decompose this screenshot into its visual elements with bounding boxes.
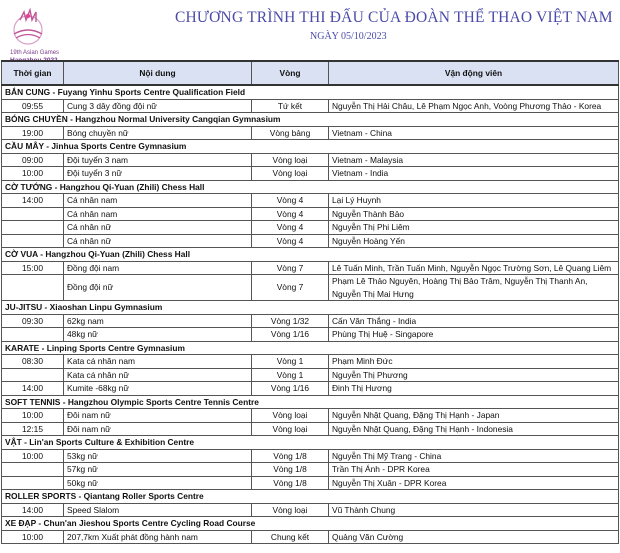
athletes-cell: Phạm Minh Đức (329, 355, 619, 369)
page-title: CHƯƠNG TRÌNH THI ĐẤU CỦA ĐOÀN THỂ THAO VIỆT NAM (175, 9, 613, 26)
time-cell (2, 476, 64, 490)
athletes-cell: Cấn Văn Thắng - India (329, 314, 619, 328)
time-cell: 10:00 (2, 409, 64, 423)
section-header-row (2, 113, 619, 127)
section-title: BẮN CUNG - Fuyang Yinhu Sports Centre Qualification Field (2, 85, 619, 99)
round-cell: Tứ kết (252, 99, 329, 113)
section-header-row (2, 517, 619, 531)
round-cell: Vòng bảng (252, 126, 329, 140)
table-row (2, 207, 619, 221)
round-cell: Vòng 1/8 (252, 463, 329, 477)
event-cell: Cá nhân nữ (64, 221, 252, 235)
section-header-row (2, 180, 619, 194)
round-cell: Vòng 1/32 (252, 314, 329, 328)
section-header-row (2, 248, 619, 262)
round-cell: Vòng 4 (252, 234, 329, 248)
time-cell: 12:15 (2, 422, 64, 436)
section-title: VẬT - Lin'an Sports Culture & Exhibition Centre (2, 436, 619, 450)
round-cell: Chung kết (252, 530, 329, 544)
table-row (2, 261, 619, 275)
time-cell: 09:30 (2, 314, 64, 328)
athletes-cell: Nguyễn Thị Xuân - DPR Korea (329, 476, 619, 490)
section-title: CỜ VUA - Hangzhou Qi-Yuan (Zhili) Chess Hall (2, 248, 619, 262)
table-row (2, 476, 619, 490)
round-cell: Vòng 7 (252, 275, 329, 301)
athletes-cell: Nguyễn Nhật Quang, Đặng Thị Hạnh - Japan (329, 409, 619, 423)
round-cell: Vòng loại (252, 409, 329, 423)
table-row (2, 355, 619, 369)
table-row (2, 328, 619, 342)
table-row (2, 530, 619, 544)
table-row (2, 275, 619, 301)
event-cell: Đồng đội nam (64, 261, 252, 275)
schedule-table (1, 60, 619, 544)
athletes-cell: Lê Tuấn Minh, Trần Tuấn Minh, Nguyễn Ngọc Trường Sơn, Lê Quang Liêm (329, 261, 619, 275)
event-cell: 57kg nữ (64, 463, 252, 477)
table-row (2, 368, 619, 382)
table-row (2, 234, 619, 248)
asian-games-logo (6, 6, 58, 64)
section-header-row (2, 140, 619, 154)
athletes-cell: Nguyễn Thị Phương (329, 368, 619, 382)
table-row (2, 463, 619, 477)
section-title: SOFT TENNIS - Hangzhou Olympic Sports Centre Tennis Centre (2, 395, 619, 409)
event-cell: Speed Slalom (64, 503, 252, 517)
time-cell: 10:00 (2, 449, 64, 463)
section-header-row (2, 490, 619, 504)
event-cell: 207,7km Xuất phát đồng hành nam (64, 530, 252, 544)
athletes-cell: Nguyễn Thị Mỹ Trang - China (329, 449, 619, 463)
section-title: CẦU MÂY - Jinhua Sports Centre Gymnasium (2, 140, 619, 154)
table-row (2, 167, 619, 181)
time-cell: 14:00 (2, 382, 64, 396)
table-row (2, 194, 619, 208)
event-cell: Cá nhân nam (64, 207, 252, 221)
time-cell: 10:00 (2, 530, 64, 544)
table-row (2, 449, 619, 463)
time-cell (2, 221, 64, 235)
time-cell: 09:00 (2, 153, 64, 167)
event-cell: Đội tuyển 3 nữ (64, 167, 252, 181)
event-cell: Bóng chuyền nữ (64, 126, 252, 140)
event-cell: Cung 3 dây đồng đội nữ (64, 99, 252, 113)
round-cell: Vòng 1 (252, 368, 329, 382)
time-cell: 14:00 (2, 194, 64, 208)
event-cell: Kata cá nhân nữ (64, 368, 252, 382)
time-cell: 19:00 (2, 126, 64, 140)
athletes-cell: Quảng Văn Cường (329, 530, 619, 544)
section-header-row (2, 85, 619, 99)
athletes-cell: Đinh Thị Hương (329, 382, 619, 396)
section-header-row (2, 395, 619, 409)
round-cell: Vòng loại (252, 167, 329, 181)
page-date: NGÀY 05/10/2023 (310, 31, 387, 42)
athletes-cell: Nguyễn Thị Phi Liêm (329, 221, 619, 235)
section-header-row (2, 341, 619, 355)
round-cell: Vòng loại (252, 503, 329, 517)
round-cell: Vòng 4 (252, 221, 329, 235)
time-cell (2, 234, 64, 248)
time-cell (2, 368, 64, 382)
table-row (2, 409, 619, 423)
section-header-row (2, 436, 619, 450)
section-header-row (2, 301, 619, 315)
section-title: XE ĐẠP - Chun'an Jieshou Sports Centre Cycling Road Course (2, 517, 619, 531)
round-cell: Vòng 1/16 (252, 382, 329, 396)
table-row (2, 382, 619, 396)
athletes-cell: Nguyễn Thành Bảo (329, 207, 619, 221)
event-cell: 50kg nữ (64, 476, 252, 490)
hangzhou-emblem-icon (6, 6, 58, 50)
athletes-cell: Nguyễn Thị Hải Châu, Lê Phạm Ngọc Anh, Voòng Phương Thảo - Korea (329, 99, 619, 113)
athletes-cell: Vietnam - India (329, 167, 619, 181)
time-cell: 10:00 (2, 167, 64, 181)
section-title: KARATE - Linping Sports Centre Gymnasium (2, 341, 619, 355)
table-row (2, 99, 619, 113)
header-round: Vòng (252, 61, 329, 85)
section-title: ROLLER SPORTS - Qiantang Roller Sports Centre (2, 490, 619, 504)
athletes-cell: Vietnam - China (329, 126, 619, 140)
athletes-cell: Lại Lý Huynh (329, 194, 619, 208)
logo-games-label: 19th Asian Games (10, 50, 60, 56)
time-cell (2, 463, 64, 477)
table-row (2, 153, 619, 167)
event-cell: 62kg nam (64, 314, 252, 328)
table-row (2, 126, 619, 140)
event-cell: 53kg nữ (64, 449, 252, 463)
time-cell: 15:00 (2, 261, 64, 275)
table-row (2, 503, 619, 517)
event-cell: Đồng đội nữ (64, 275, 252, 301)
schedule-body (2, 85, 619, 544)
athletes-cell: Vietnam - Malaysia (329, 153, 619, 167)
time-cell (2, 275, 64, 301)
event-cell: Đôi nam nữ (64, 409, 252, 423)
table-header-row (2, 61, 619, 85)
header-event: Nội dung (64, 61, 252, 85)
event-cell: Cá nhân nữ (64, 234, 252, 248)
section-title: JU-JITSU - Xiaoshan Linpu Gymnasium (2, 301, 619, 315)
round-cell: Vòng loại (252, 422, 329, 436)
event-cell: Đội tuyển 3 nam (64, 153, 252, 167)
event-cell: Đôi nam nữ (64, 422, 252, 436)
table-row (2, 314, 619, 328)
table-row (2, 422, 619, 436)
round-cell: Vòng 4 (252, 194, 329, 208)
section-title: BÓNG CHUYỀN - Hangzhou Normal University Cangqian Gymnasium (2, 113, 619, 127)
event-cell: Cá nhân nam (64, 194, 252, 208)
round-cell: Vòng 4 (252, 207, 329, 221)
time-cell: 08:30 (2, 355, 64, 369)
time-cell: 14:00 (2, 503, 64, 517)
athletes-cell: Phùng Thị Huệ - Singapore (329, 328, 619, 342)
athletes-cell: Nguyễn Nhật Quang, Đặng Thị Hạnh - Indonesia (329, 422, 619, 436)
round-cell: Vòng 1 (252, 355, 329, 369)
section-title: CỜ TƯỚNG - Hangzhou Qi-Yuan (Zhili) Chess Hall (2, 180, 619, 194)
event-cell: Kumite -68kg nữ (64, 382, 252, 396)
table-row (2, 221, 619, 235)
time-cell (2, 328, 64, 342)
header-time: Thời gian (2, 61, 64, 85)
athletes-cell: Nguyễn Hoàng Yến (329, 234, 619, 248)
round-cell: Vòng 1/8 (252, 449, 329, 463)
round-cell: Vòng 1/16 (252, 328, 329, 342)
round-cell: Vòng 7 (252, 261, 329, 275)
header-athletes: Vận động viên (329, 61, 619, 85)
athletes-cell: Vũ Thành Chung (329, 503, 619, 517)
athletes-cell: Phạm Lê Thảo Nguyên, Hoàng Thị Bảo Trâm, Nguyễn Thị Thanh An, Nguyễn Thị Mai Hưng (329, 275, 619, 301)
round-cell: Vòng loại (252, 153, 329, 167)
time-cell: 09:55 (2, 99, 64, 113)
event-cell: 48kg nữ (64, 328, 252, 342)
athletes-cell: Trần Thị Ánh - DPR Korea (329, 463, 619, 477)
time-cell (2, 207, 64, 221)
event-cell: Kata cá nhân nam (64, 355, 252, 369)
round-cell: Vòng 1/8 (252, 476, 329, 490)
